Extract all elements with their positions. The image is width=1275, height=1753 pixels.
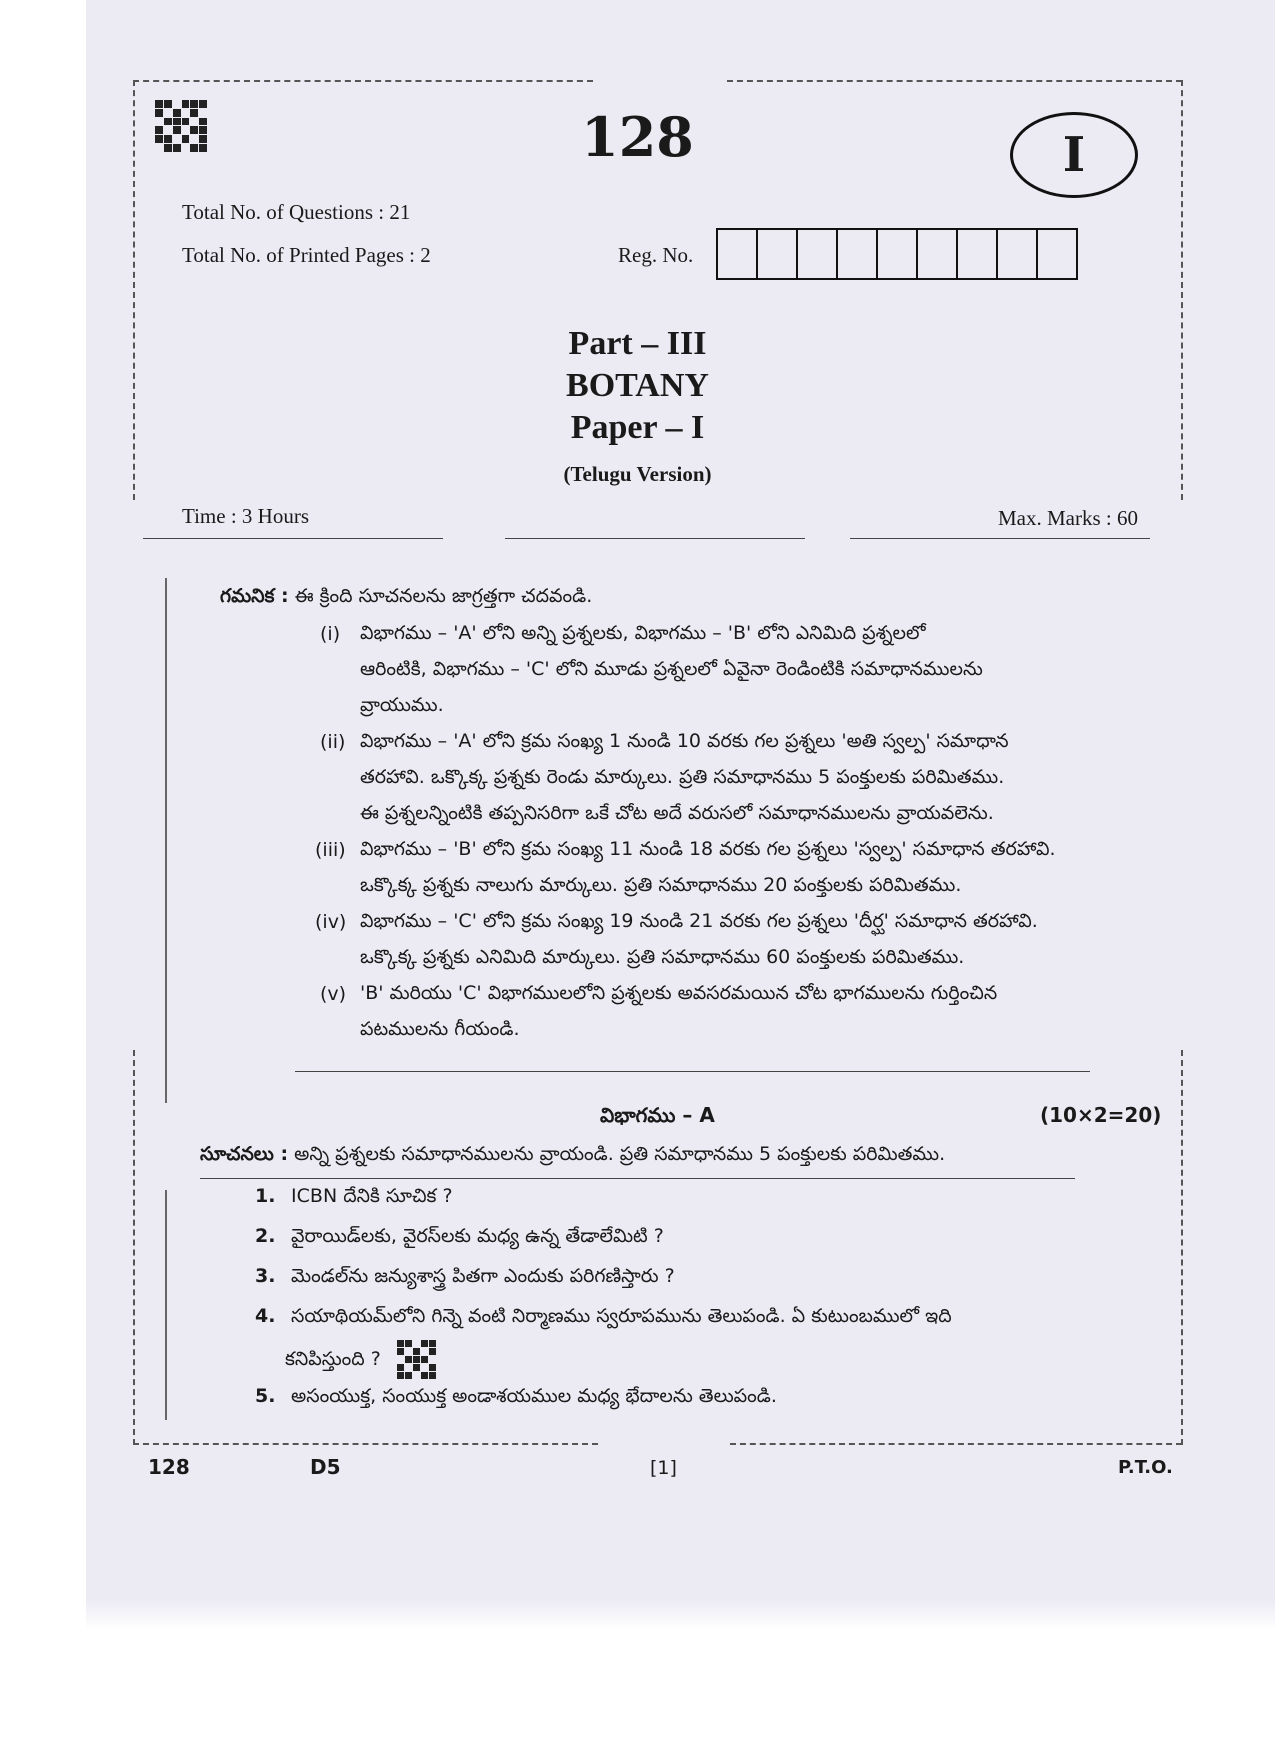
- instruction-bar: [165, 578, 167, 1103]
- divider: [143, 538, 443, 539]
- reg-box[interactable]: [838, 230, 878, 278]
- instruction-line: 'B' మరియు 'C' విభాగములలోని ప్రశ్నలకు అవసరమయిన చోట భాగములను గుర్తించిన: [360, 982, 998, 1004]
- reg-box[interactable]: [958, 230, 998, 278]
- reg-no-label: Reg. No.: [618, 243, 694, 267]
- part-title: Part – III: [568, 325, 707, 362]
- border-bottom-left: [133, 1443, 598, 1445]
- question-4: [255, 1305, 952, 1332]
- section-a-note: [200, 1136, 945, 1172]
- section-a-marks: (10×2=20): [1040, 1103, 1162, 1127]
- instruction-number: (ii): [320, 731, 346, 753]
- instruction-line: విభాగము – 'C' లోని క్రమ సంఖ్య 19 నుండి 21 వరకు గల ప్రశ్నలు 'దీర్ఘ' సమాధాన తరహావి.: [360, 910, 1038, 932]
- max-marks-label: Max. Marks : 60: [998, 506, 1138, 530]
- reg-box[interactable]: [878, 230, 918, 278]
- border-left-lower: [133, 1050, 135, 1445]
- question-text: సయాథియమ్‌లోని గిన్నె వంటి నిర్మాణము స్వరూపమును తెలుపండి. ఏ కుటుంబములో ఇది: [291, 1305, 952, 1327]
- reg-box[interactable]: [798, 230, 838, 278]
- version-mark: I: [1010, 112, 1138, 198]
- question-text: ICBN దేనికి సూచిక ?: [291, 1185, 453, 1207]
- instruction-line: ఆరింటికి, విభాగము – 'C' లోని మూడు ప్రశ్నలలో ఏవైనా రెండింటికి సమాధానములను: [360, 658, 983, 680]
- question-number: 1.: [255, 1185, 276, 1207]
- reg-box[interactable]: [918, 230, 958, 278]
- instruction-line: పటములను గీయండి.: [360, 1018, 520, 1040]
- time-label: Time : 3 Hours: [182, 504, 309, 528]
- divider: [200, 1178, 1075, 1179]
- section-a-note-label: సూచనలు :: [200, 1143, 289, 1165]
- footer-set-code: D5: [310, 1455, 341, 1479]
- instruction-item: [360, 615, 983, 723]
- total-pages: Total No. of Printed Pages : 2: [182, 243, 431, 267]
- paper-code: 128: [581, 105, 694, 169]
- instruction-number: (i): [320, 623, 341, 645]
- footer-page-number: [1]: [650, 1457, 677, 1479]
- question-text: మెండల్‌ను జన్యుశాస్త్ర పితగా ఎందుకు పరిగణిస్తారు ?: [291, 1265, 675, 1287]
- instruction-line: ఒక్కొక్క ప్రశ్నకు నాలుగు మార్కులు. ప్రతి సమాధానము 20 పంక్తులకు పరిమితము.: [360, 874, 962, 896]
- instruction-line: విభాగము – 'A' లోని క్రమ సంఖ్య 1 నుండి 10 వరకు గల ప్రశ్నలు 'అతి స్వల్ప' సమాధాన: [360, 730, 1009, 752]
- reg-no-boxes[interactable]: [716, 228, 1078, 280]
- question-number: 4.: [255, 1305, 276, 1327]
- question-5: [255, 1385, 777, 1412]
- instructions-heading-text: ఈ క్రింది సూచనలను జాగ్రత్తగా చదవండి.: [294, 585, 593, 607]
- divider: [505, 538, 805, 539]
- sheet-shadow: [86, 1600, 1275, 1630]
- question-number: 5.: [255, 1385, 276, 1407]
- question-1: [255, 1185, 453, 1212]
- question-number: 2.: [255, 1225, 276, 1247]
- question-text: అసంయుక్త, సంయుక్త అండాశయముల మధ్య భేదాలను తెలుపండి.: [291, 1385, 777, 1407]
- border-right-lower: [1181, 1050, 1183, 1445]
- footer-paper-code: 128: [148, 1455, 190, 1479]
- instruction-line: విభాగము – 'B' లోని క్రమ సంఖ్య 11 నుండి 18 వరకు గల ప్రశ్నలు 'స్వల్ప' సమాధాన తరహావి.: [360, 838, 1056, 860]
- instruction-item: [360, 723, 1009, 831]
- version-title: (Telugu Version): [563, 462, 712, 486]
- instruction-line: విభాగము – 'A' లోని అన్ని ప్రశ్నలకు, విభాగము – 'B' లోని ఎనిమిది ప్రశ్నలలో: [360, 622, 926, 644]
- instruction-line: ఈ ప్రశ్నలన్నింటికి తప్పనిసరిగా ఒకే చోట అదే వరుసలో సమాధానములను వ్రాయవలెను.: [360, 802, 994, 824]
- qr-code-icon: [397, 1340, 436, 1379]
- border-top-right: [727, 80, 1182, 82]
- reg-box[interactable]: [718, 230, 758, 278]
- border-bottom-right: [730, 1443, 1182, 1445]
- instruction-number: (v): [320, 983, 347, 1005]
- instruction-item: [360, 903, 1038, 975]
- question-4-continuation: [285, 1340, 436, 1379]
- instruction-line: ఒక్కొక్క ప్రశ్నకు ఎనిమిది మార్కులు. ప్రతి సమాధానము 60 పంక్తులకు పరిమితము.: [360, 946, 965, 968]
- reg-box[interactable]: [758, 230, 798, 278]
- instruction-line: తరహావి. ఒక్కొక్క ప్రశ్నకు రెండు మార్కులు. ప్రతి సమాధానము 5 పంక్తులకు పరిమితము.: [360, 766, 1005, 788]
- paper-title: Paper – I: [570, 409, 705, 446]
- question-2: [255, 1225, 664, 1252]
- instructions-heading: [220, 578, 592, 614]
- instruction-number: (iv): [315, 911, 347, 933]
- divider: [850, 538, 1150, 539]
- total-questions: Total No. of Questions : 21: [182, 200, 411, 224]
- reg-box[interactable]: [998, 230, 1038, 278]
- section-a-title: విభాగము – A: [600, 1103, 715, 1127]
- reg-box[interactable]: [1038, 230, 1076, 278]
- instruction-line: వ్రాయుము.: [360, 694, 444, 716]
- question-text: కనిపిస్తుంది ?: [285, 1348, 381, 1370]
- instructions-heading-label: గమనిక :: [220, 585, 289, 607]
- border-top-left: [133, 80, 593, 82]
- instruction-item: [360, 975, 997, 1047]
- subject-title: BOTANY: [566, 367, 709, 404]
- question-3: [255, 1265, 675, 1292]
- footer-pto: P.T.O.: [1118, 1457, 1173, 1478]
- question-bar: [165, 1190, 167, 1420]
- divider: [295, 1071, 1090, 1072]
- section-a-note-text: అన్ని ప్రశ్నలకు సమాధానములను వ్రాయండి. ప్రతి సమాధానము 5 పంక్తులకు పరిమితము.: [294, 1143, 946, 1165]
- instruction-item: [360, 831, 1056, 903]
- question-text: వైరాయిడ్‌లకు, వైరస్‌లకు మధ్య ఉన్న తేడాలేమిటి ?: [291, 1225, 664, 1247]
- question-number: 3.: [255, 1265, 276, 1287]
- instruction-number: (iii): [315, 839, 346, 861]
